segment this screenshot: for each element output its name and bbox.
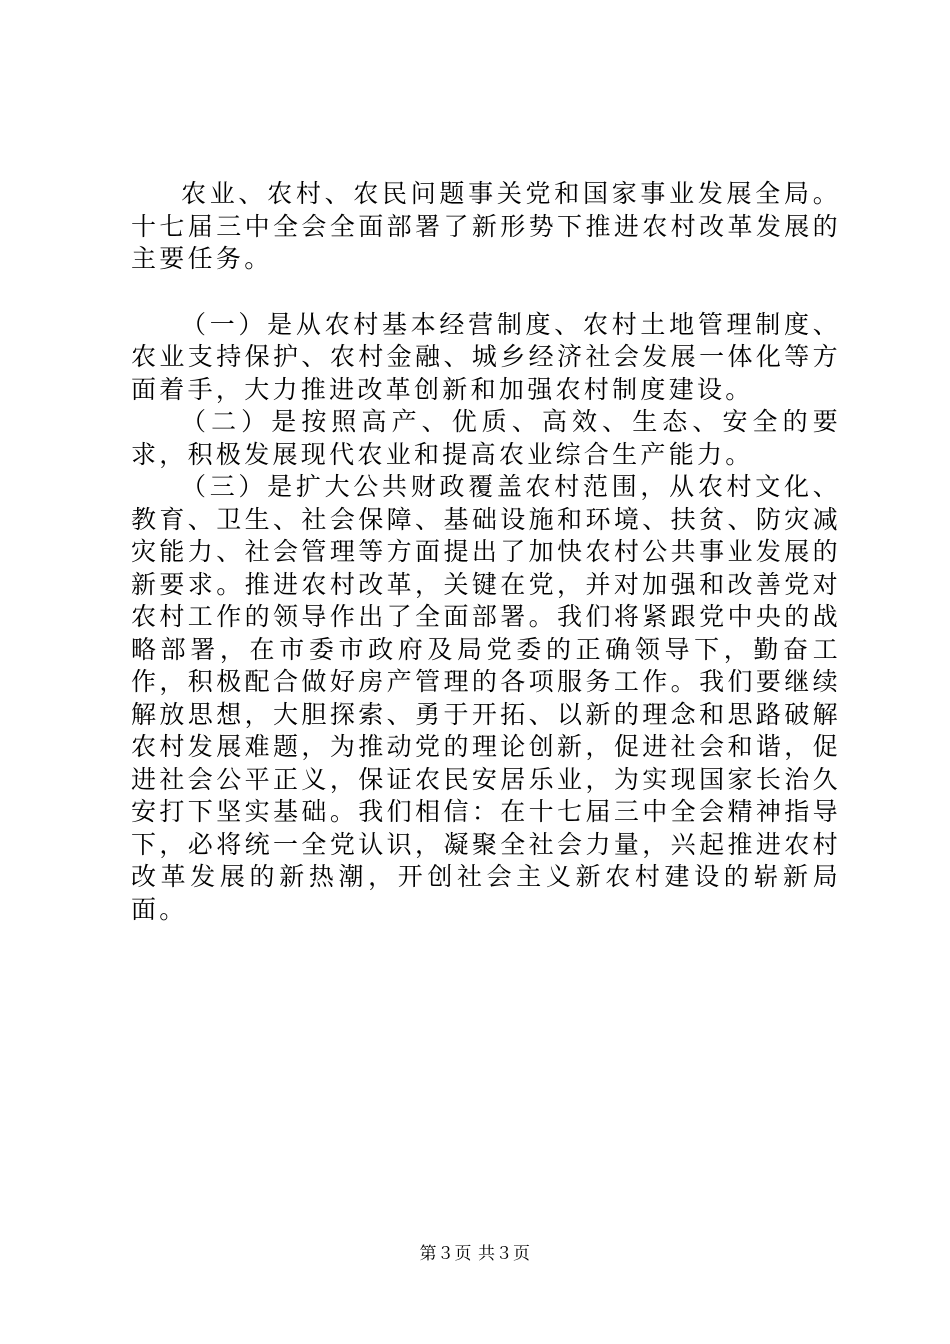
intro-paragraph: 农业、农村、农民问题事关党和国家事业发展全局。十七届三中全会全面部署了新形势下推进农村改革发展的主要任务。 — [131, 179, 841, 273]
task-paragraph-1: （一）是从农村基本经营制度、农村土地管理制度、农业支持保护、农村金融、城乡经济社会发展一体化等方面着手，大力推进改革创新和加强农村制度建设。 — [131, 309, 841, 404]
page-number-footer: 第３页 共３页 — [419, 1244, 531, 1264]
document-body — [131, 178, 841, 926]
task-paragraph-2: （二）是按照高产、优质、高效、生态、安全的要求，积极发展现代农业和提高农业综合生产能力。 — [131, 407, 841, 469]
task-paragraph-3: （三）是扩大公共财政覆盖农村范围，从农村文化、教育、卫生、社会保障、基础设施和环境、扶贫、防灾减灾能力、社会管理等方面提出了加快农村公共事业发展的新要求。推进农村改革，关键在党，并对加强和改善党对农村工作的领导作出了全面部署。我们将紧跟党中央的战略部署，在市委市政府及局党委的正确领导下，勤奋工作，积极配合做好房产管理的各项服务工作。我们要继续解放思想，大胆探索、勇于开拓、以新的理念和思路破解农村发展难题，为推动党的理论创新，促进社会和谐，促进社会公平正义，保证农民安居乐业，为实现国家长治久安打下坚实基础。我们相信：在十七届三中全会精神指导下，必将统一全党认识，凝聚全社会力量，兴起推进农村改革发展的新热潮，开创社会主义新农村建设的崭新局面。 — [131, 472, 841, 924]
